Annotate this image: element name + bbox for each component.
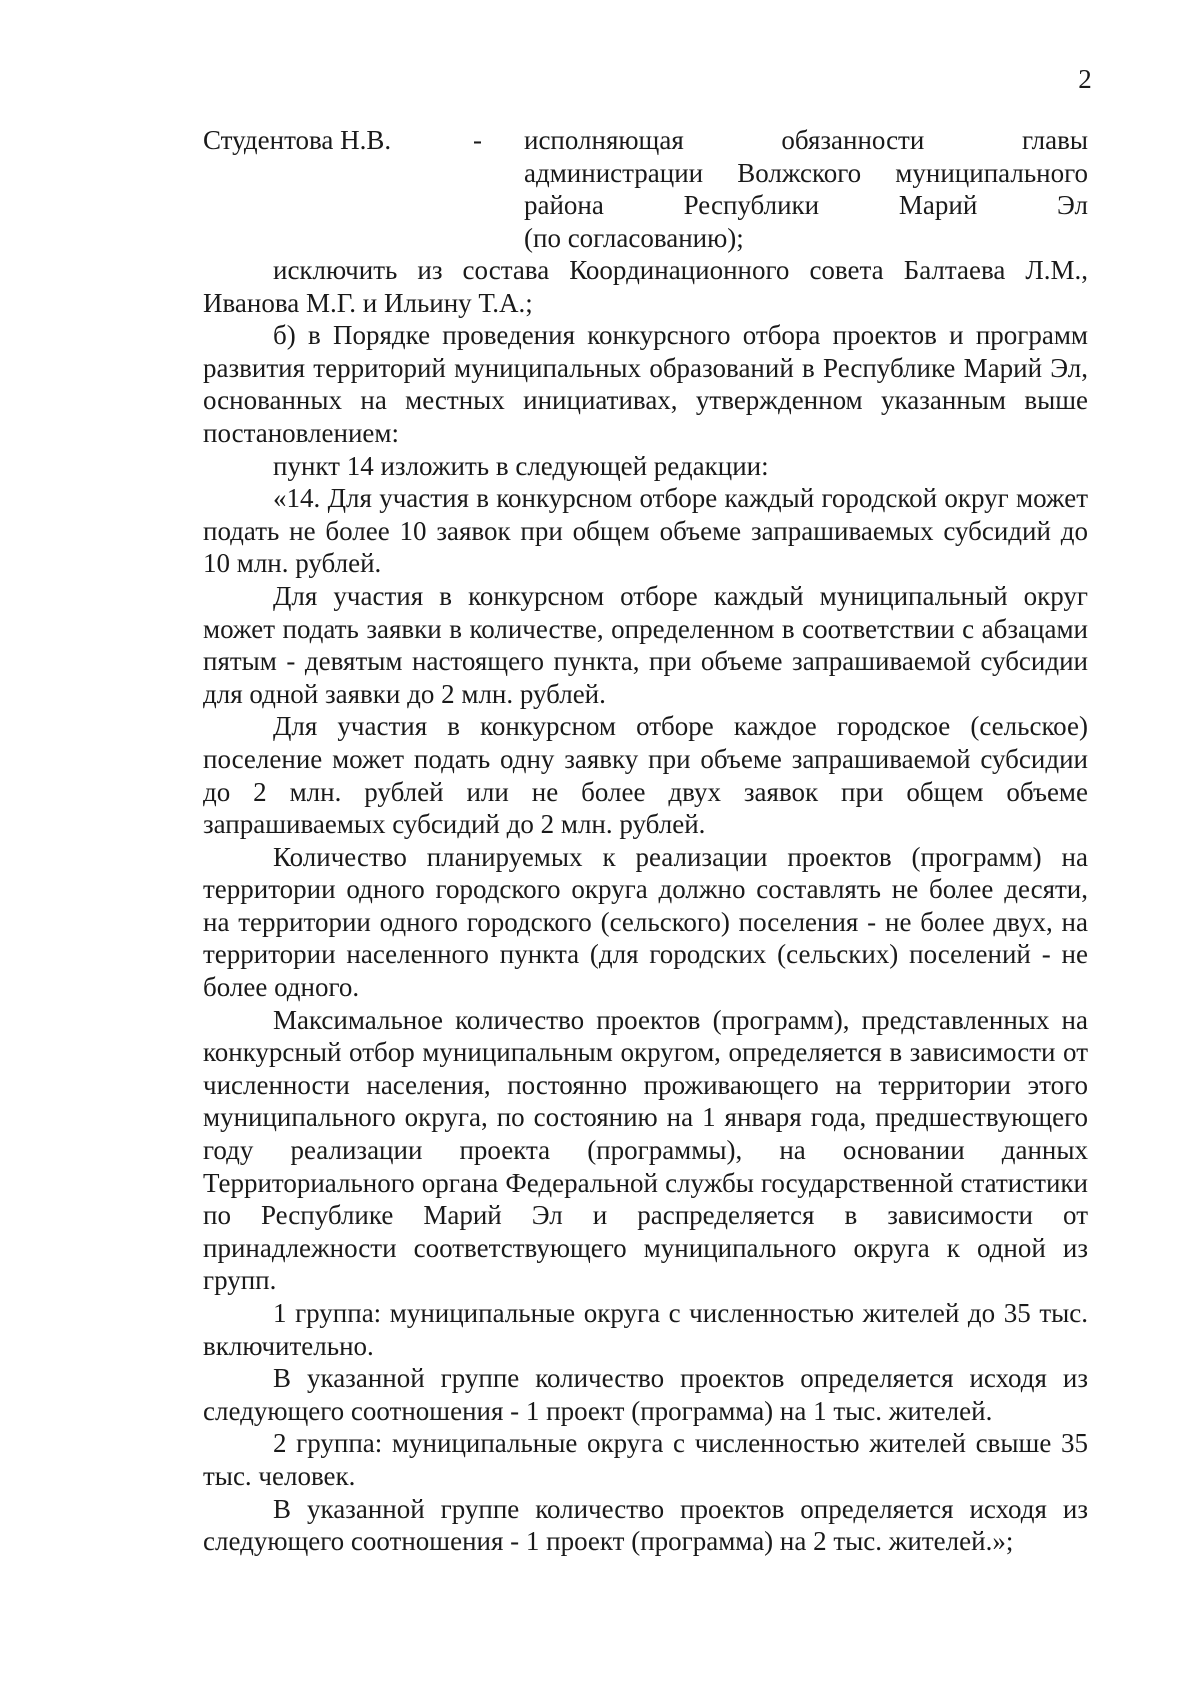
paragraph-max-projects: Максимальное количество проектов (программ), представленных на конкурсный отбор муниципальным округом, определяется в зависимости от численности населения, постоянно проживающего на территории этого муниципального округа, по состоянию на 1 января года, предшествующего году реализации проекта (программы), на основании данных Территориального органа Федеральной службы государственной статистики по Республике Марий Эл и распределяется в зависимости от принадлежности соответствующего муниципального округа к одной из групп.: [203, 1004, 1088, 1296]
member-role-text: исполняющая обязанности главы администрации Волжского муниципального района Республики Марий Эл: [524, 125, 1088, 220]
paragraph-settlement: Для участия в конкурсном отборе каждое городское (сельское) поселение может подать одну заявку при объеме запрашиваемой субсидии до 2 млн. рублей или не более двух заявок при общем объеме запрашиваемых субсидий до 2 млн. рублей.: [203, 711, 1088, 840]
council-member-entry: [203, 124, 1088, 254]
paragraph-project-count: Количество планируемых к реализации проектов (программ) на территории одного городского округа должно составлять не более десяти, на территории одного городского (сельского) поселения - не более двух, на территории населенного пункта (для городских (сельских) поселений - не более одного.: [203, 841, 1088, 1003]
paragraph-group-1-ratio: В указанной группе количество проектов определяется исходя из следующего соотношения - 1 проект (программа) на 1 тыс. жителей.: [203, 1363, 1088, 1426]
page-number: 2: [1078, 64, 1092, 94]
paragraph-urban-district: «14. Для участия в конкурсном отборе каждый городской округ может подать не более 10 заявок при общем объеме запрашиваемых субсидий до 10 млн. рублей.: [203, 483, 1088, 579]
member-role-note: (по согласованию);: [524, 222, 744, 253]
paragraph-group-2: 2 группа: муниципальные округа с численностью жителей свыше 35 тыс. человек.: [203, 1428, 1088, 1491]
document-body: [203, 254, 1088, 1558]
paragraph-procedure-amendment: б) в Порядке проведения конкурсного отбора проектов и программ развития территорий муниципальных образований в Республике Марий Эл, основанных на местных инициативах, утвержденном указанным выше постановлением:: [203, 320, 1088, 448]
member-name: Студентова Н.В.: [203, 125, 392, 155]
paragraph-item-14-intro: пункт 14 изложить в следующей редакции:: [273, 450, 769, 481]
paragraph-group-1: 1 группа: муниципальные округа с численностью жителей до 35 тыс. включительно.: [203, 1298, 1088, 1361]
paragraph-municipal-district: Для участия в конкурсном отборе каждый муниципальный округ может подать заявки в количестве, определенном в соответствии с абзацами пятым - девятым настоящего пункта, при объеме запрашиваемой субсидии для одной заявки до 2 млн. рублей.: [203, 580, 1088, 709]
member-role: [524, 124, 1088, 254]
member-dash: -: [473, 125, 482, 155]
paragraph-group-2-ratio: В указанной группе количество проектов определяется исходя из следующего соотношения - 1 проект (программа) на 2 тыс. жителей.»;: [203, 1493, 1088, 1557]
paragraph-exclude-members: исключить из состава Координационного совета Балтаева Л.М., Иванова М.Г. и Ильину Т.А.;: [203, 255, 1088, 318]
